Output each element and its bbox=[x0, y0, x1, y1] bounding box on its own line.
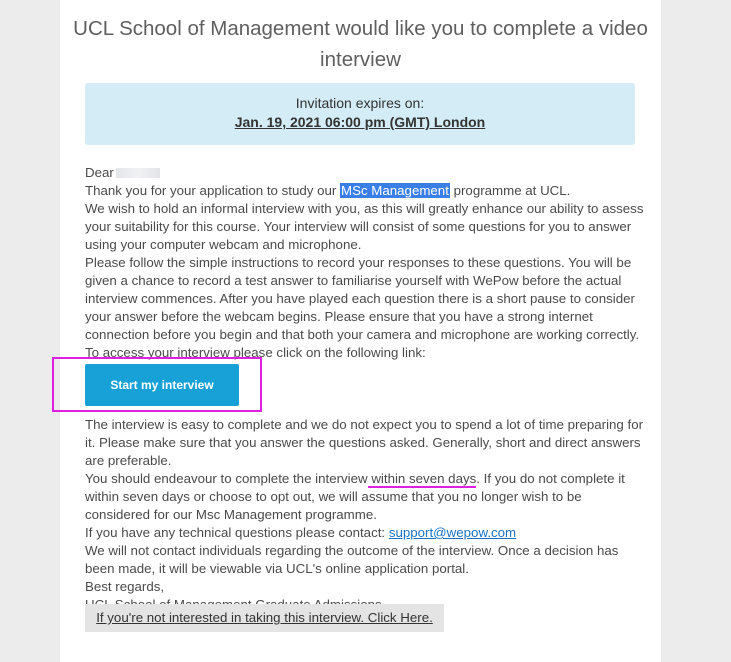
para6-post: . If you do not complete it within seven days or choose to opt out, we will assume that you no longer wish to be considered for our Msc Management programme. bbox=[85, 471, 625, 522]
greeting: Dear bbox=[85, 165, 114, 180]
signoff: Best regards, bbox=[85, 579, 165, 594]
para6-pre: You should endeavour to complete the interview bbox=[85, 471, 368, 486]
start-interview-button[interactable]: Start my interview bbox=[85, 364, 239, 406]
paragraph-intro: We wish to hold an informal interview with you, as this will greatly enhance our ability to assess your suitability for this course. Your interview will consist of some questions for you to answer using your computer webcam and microphone. bbox=[85, 201, 644, 252]
paragraph-outcome: We will not contact individuals regarding the outcome of the interview. Once a decision has been made, it will be viewable via UCL's online application portal. bbox=[85, 543, 619, 576]
expiry-banner bbox=[85, 83, 635, 145]
programme-highlight: MSc Management bbox=[341, 183, 449, 198]
deadline-underline: within seven days bbox=[367, 471, 477, 486]
para7-pre: If you have any technical questions please contact: bbox=[85, 525, 389, 540]
expiry-date: Jan. 19, 2021 06:00 pm (GMT) London bbox=[234, 114, 486, 130]
expiry-label: Invitation expires on: bbox=[295, 95, 425, 111]
paragraph-instructions: Please follow the simple instructions to record your responses to these questions. You will be given a chance to record a test answer to familiarise yourself with WePow before the actual interview commences. After you have played each question there is a short pause to consider your answer before the webcam begins. Please ensure that you have a strong internet connection before you begin and that both your camera and microphone are working correctly. bbox=[85, 255, 640, 342]
redacted-name bbox=[116, 168, 160, 178]
paragraph-access: To access your interview please click on the following link: bbox=[85, 345, 426, 360]
para1-pre: Thank you for your application to study our bbox=[85, 183, 340, 198]
paragraph-thanks bbox=[85, 182, 645, 200]
paragraph-easy: The interview is easy to complete and we do not expect you to spend a lot of time preparing for it. Please make sure that you answer the questions asked. Generally, short and direct answers are preferable. bbox=[85, 417, 644, 468]
para1-post: programme at UCL. bbox=[449, 183, 571, 198]
paragraph-contact bbox=[85, 524, 645, 542]
support-email-link[interactable]: support@wepow.com bbox=[388, 525, 517, 540]
greeting-line bbox=[85, 164, 645, 182]
page-title: UCL School of Management would like you to complete a video interview bbox=[73, 17, 648, 71]
opt-out-link[interactable]: If you're not interested in taking this interview. Click Here. bbox=[85, 604, 444, 632]
paragraph-deadline bbox=[85, 470, 645, 524]
